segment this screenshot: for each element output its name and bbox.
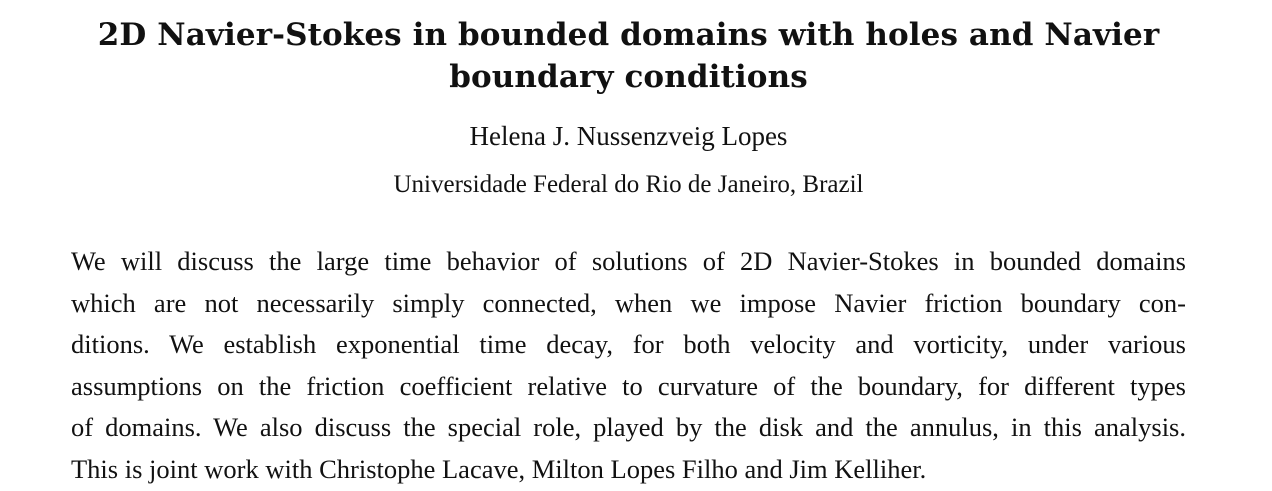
paper-title bbox=[96, 14, 1161, 98]
paper-title-line-2: boundary conditions bbox=[449, 59, 808, 95]
abstract-line-4: assumptions on the friction coefficient relative to curvature of the boundary, for different types bbox=[71, 370, 1186, 401]
paper-title-line-1: 2D Navier-Stokes in bounded domains with holes and Navier bbox=[97, 17, 1160, 53]
author-affiliation: Universidade Federal do Rio de Janeiro, Brazil bbox=[393, 171, 864, 198]
author-name: Helena J. Nussenzveig Lopes bbox=[469, 121, 788, 151]
abstract-line-3: ditions. We establish exponential time decay, for both velocity and vorticity, under various bbox=[71, 329, 1186, 359]
abstract-line-5: of domains. We also discuss the special role, played by the disk and the annulus, in this analysis. bbox=[71, 412, 1186, 442]
abstract-line-6: This is joint work with Christophe Lacave, Milton Lopes Filho and Jim Kelliher. bbox=[71, 453, 927, 484]
abstract-line-2: which are not necessarily simply connected, when we impose Navier friction boundary con- bbox=[71, 287, 1186, 318]
abstract bbox=[71, 241, 1186, 490]
abstract-line-1: We will discuss the large time behavior of solutions of 2D Navier-Stokes in bounded domains bbox=[71, 246, 1186, 276]
